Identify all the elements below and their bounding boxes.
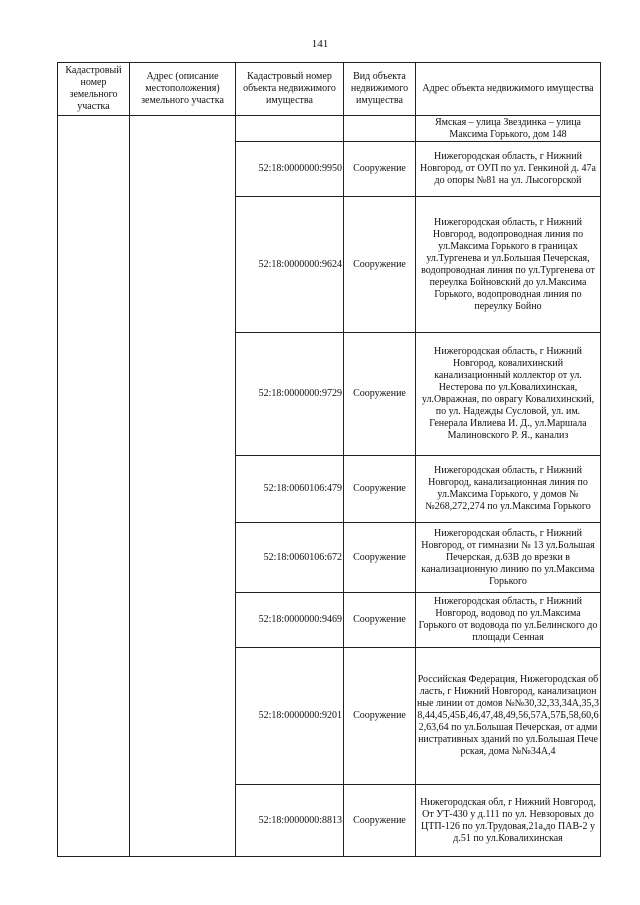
object-cadastral-number-cell: 52:18:0000000:8813 [236, 785, 344, 857]
header-land-cadastral-number: Кадастровый номер земельного участка [58, 63, 130, 116]
object-address-cell: Нижегородская обл, г Нижний Новгород, От УТ-430 у д.111 по ул. Невзоровых до ЦТП-126 по ул.Трудовая,21а,до ПАВ-2 у д.51 по ул.Ковалихинская [416, 785, 601, 857]
object-cadastral-number-cell: 52:18:0060106:672 [236, 523, 344, 593]
object-cadastral-number-cell [236, 116, 344, 142]
object-kind-cell [344, 116, 416, 142]
object-kind-cell: Сооружение [344, 456, 416, 523]
object-cadastral-number-cell: 52:18:0000000:9950 [236, 142, 344, 197]
object-address-cell: Нижегородская область, г Нижний Новгород, водопроводная линия по ул.Максима Горького в границах ул.Тургенева и ул.Большая Печерская, водопроводная линия по ул.Тургенева от переулка Бойновский до ул.Максима Горького, водопроводная линия по переулку Бойно [416, 197, 601, 333]
object-cadastral-number-cell: 52:18:0000000:9469 [236, 593, 344, 648]
object-cadastral-number-cell: 52:18:0060106:479 [236, 456, 344, 523]
object-kind-cell: Сооружение [344, 785, 416, 857]
object-kind-cell: Сооружение [344, 197, 416, 333]
header-land-address: Адрес (описание местоположения) земельного участка [130, 63, 236, 116]
table-header-row [58, 63, 601, 116]
object-address-cell: Ямская – улица Звездинка – улица Максима Горького, дом 148 [416, 116, 601, 142]
object-address-cell: Нижегородская область, г Нижний Новгород, от гимназии № 13 ул.Большая Печерская, д.63В до врезки в канализационную линию по ул.Максима Горького [416, 523, 601, 593]
page-number: 141 [311, 38, 329, 50]
object-cadastral-number-cell: 52:18:0000000:9729 [236, 333, 344, 456]
object-kind-cell: Сооружение [344, 333, 416, 456]
object-cadastral-number-cell: 52:18:0000000:9201 [236, 648, 344, 785]
object-kind-cell: Сооружение [344, 593, 416, 648]
object-address-cell: Российская Федерация, Нижегородская область, г Нижний Новгород, канализационные линии от домов №№30,32,33,34А,35,38,44,45,45Б,46,47,48,49,56,57А,57Б,58,60,62,63,64 по ул.Большая Печерская, от административных зданий по ул.Большая Печерская, дома №№34А,4 [416, 648, 601, 785]
cadastral-table [57, 62, 601, 857]
object-kind-cell: Сооружение [344, 523, 416, 593]
header-object-kind: Вид объекта недвижимого имущества [344, 63, 416, 116]
object-address-cell: Нижегородская область, г Нижний Новгород, от ОУП по ул. Генкиной д. 47а до опоры №81 на ул. Лысогорской [416, 142, 601, 197]
object-address-cell: Нижегородская область, г Нижний Новгород, канализационная линия по ул.Максима Горького, у домов №№268,272,274 по ул.Максима Горького [416, 456, 601, 523]
object-kind-cell: Сооружение [344, 648, 416, 785]
object-address-cell: Нижегородская область, г Нижний Новгород, водовод по ул.Максима Горького от водовода по ул.Белинского до площади Сенная [416, 593, 601, 648]
header-object-address: Адрес объекта недвижимого имущества [416, 63, 601, 116]
land-cadastral-number-cell [58, 116, 130, 857]
header-object-cadastral-number: Кадастровый номер объекта недвижимого имущества [236, 63, 344, 116]
table-row [58, 116, 601, 142]
object-address-cell: Нижегородская область, г Нижний Новгород, ковалихинский канализационный коллектор от ул. Нестерова по ул.Ковалихинская, ул.Овражная, по оврагу Ковалихинский, по ул. Надежды Сусловой, ул. им. Генерала Ивлиева И. Д., ул.Маршала Малиновского Р. Я., канализ [416, 333, 601, 456]
object-cadastral-number-cell: 52:18:0000000:9624 [236, 197, 344, 333]
object-kind-cell: Сооружение [344, 142, 416, 197]
land-address-cell [130, 116, 236, 857]
